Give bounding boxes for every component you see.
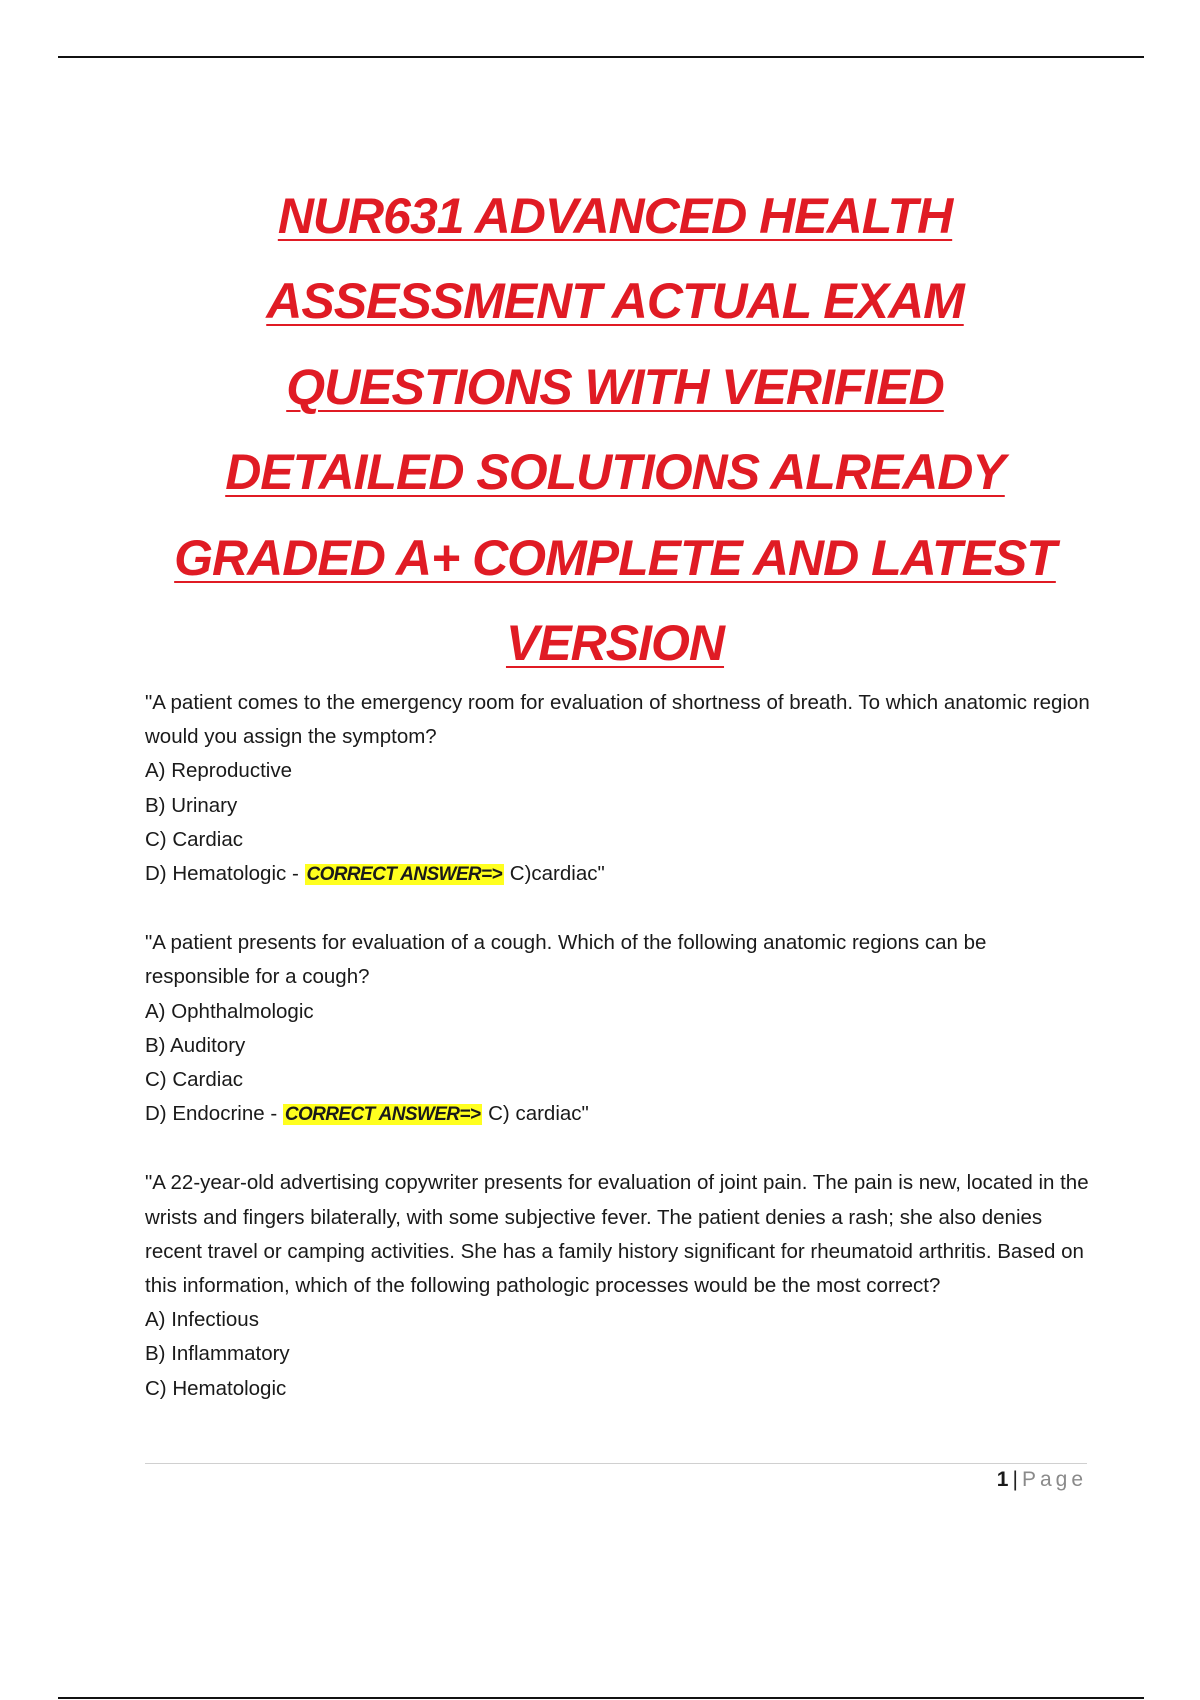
option-text: D) Hematologic - [145, 862, 305, 886]
correct-answer-text: C)cardiac" [504, 862, 605, 886]
correct-answer-highlight: CORRECT ANSWER=> [306, 864, 503, 886]
answer-option: C) Cardiac [145, 827, 243, 851]
answer-option: B) Inflammatory [145, 1342, 290, 1366]
correct-answer-highlight: CORRECT ANSWER=> [284, 1104, 481, 1126]
footer-rule [145, 1463, 1087, 1464]
question-stem: "A 22-year-old advertising copywriter presents for evaluation of joint pain. The pain is new, located in the wrists and fingers bilaterally, with some subjective fever. The patient denies a rash; she also denies recent travel or camping activities. She has a family history significant for rheumatoid arthritis. Based on this information, which of the following pathologic processes would be the most correct? [145, 1171, 1089, 1298]
question-stem: "A patient presents for evaluation of a cough. Which of the following anatomic regions can be responsible for a cough? [145, 931, 987, 989]
answer-option-last [145, 857, 1090, 892]
title-line: QUESTIONS WITH VERIFIED [286, 358, 944, 415]
page-number: 1 [996, 1468, 1009, 1491]
page-label: Page [1021, 1468, 1087, 1491]
page-footer [997, 1468, 1087, 1492]
footer-separator: | [1012, 1468, 1018, 1491]
title-line: GRADED A+ COMPLETE AND LATEST [174, 529, 1056, 586]
option-text: D) Endocrine - [145, 1102, 283, 1126]
question-block [145, 686, 1090, 892]
question-stem: "A patient comes to the emergency room for evaluation of shortness of breath. To which anatomic region would you assign the symptom? [145, 691, 1090, 749]
title-line: NUR631 ADVANCED HEALTH [277, 187, 953, 244]
questions-body [145, 686, 1090, 1440]
question-block [145, 926, 1090, 1132]
correct-answer-text: C) cardiac" [482, 1102, 589, 1126]
answer-option: A) Reproductive [145, 759, 292, 783]
answer-option: B) Urinary [145, 793, 238, 817]
question-block [145, 1166, 1090, 1405]
answer-option: C) Hematologic [145, 1376, 287, 1400]
header-rule [58, 56, 1144, 58]
document-title [120, 174, 1110, 687]
title-line: ASSESSMENT ACTUAL EXAM [266, 273, 964, 329]
title-line: VERSION [505, 615, 725, 671]
answer-option: C) Cardiac [145, 1068, 243, 1092]
answer-option: A) Infectious [145, 1308, 259, 1332]
bottom-rule [58, 1697, 1144, 1699]
title-line: DETAILED SOLUTIONS ALREADY [225, 444, 1005, 500]
answer-option: A) Ophthalmologic [145, 999, 314, 1023]
answer-option-last [145, 1097, 1090, 1132]
answer-option: B) Auditory [145, 1033, 246, 1057]
